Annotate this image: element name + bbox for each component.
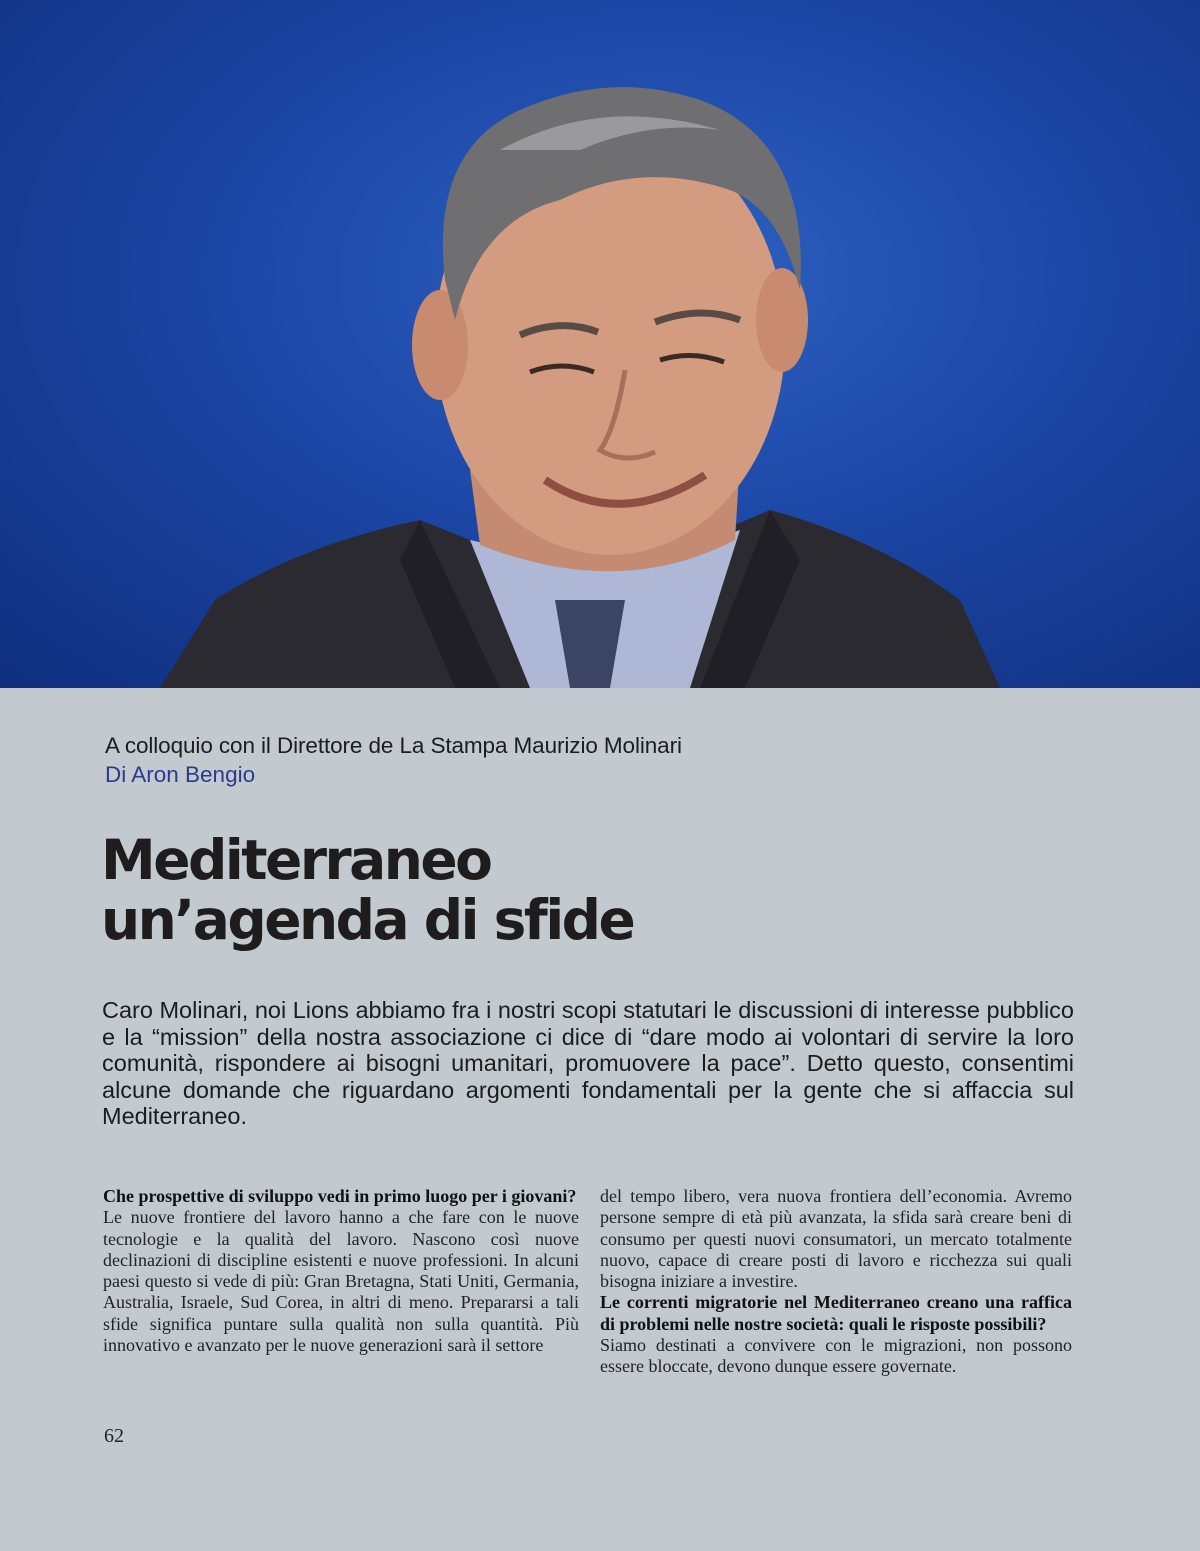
page-number: 62 xyxy=(104,1425,124,1447)
answer-1: Le nuove frontiere del lavoro hanno a che fare con le nuove tecnologie e la qualità del lavoro. Nascono così nuove declinazioni di discipline esistenti e nuove professioni. In alcuni paesi questo si vede di più: Gran Bretagna, Stati Uniti, Germania, Australia, Israele, Sud Corea, in altri di meno. Prepararsi a tali sfide significa puntare sulla qualità non sulla quantità. Più innovativo e avanzato per le nuove generazioni sarà il settore xyxy=(103,1207,579,1356)
article-byline: Di Aron Bengio xyxy=(105,762,256,787)
article-lead: Caro Molinari, noi Lions abbiamo fra i nostri scopi statutari le discussioni di interesse pubblico e la “mission” della nostra associazione ci dice di “dare modo ai volontari di servire la loro comunità, rispondere ai bisogni umanitari, promuovere la pace”. Detto questo, consentimi alcune domande che riguardano argomenti fondamentali per la gente che si affaccia sul Mediterraneo. xyxy=(102,997,1074,1129)
body-column-left xyxy=(103,1186,579,1356)
question-2: Le correnti migratorie nel Mediterraneo creano una raffica di problemi nelle nostre società: quali le risposte possibili? xyxy=(600,1292,1072,1334)
question-1: Che prospettive di sviluppo vedi in primo luogo per i giovani? xyxy=(103,1186,577,1206)
headline-line-2: un’agenda di sfide xyxy=(101,888,634,952)
portrait-illustration xyxy=(0,0,1200,688)
headline-line-1: Mediterraneo xyxy=(101,828,491,892)
article-headline xyxy=(101,830,633,950)
body-column-right xyxy=(600,1186,1072,1378)
answer-2: Siamo destinati a convivere con le migrazioni, non possono essere bloccate, devono dunque essere governate. xyxy=(600,1335,1072,1377)
portrait-photo xyxy=(0,0,1200,688)
answer-1-continued: del tempo libero, vera nuova frontiera dell’economia. Avremo persone sempre di età più avanzata, la sfida sarà creare beni di consumo per questi nuovi consumatori, un mercato totalmente nuovo, capace di creare posti di lavoro e ricchezza sui quali bisogna iniziare a investire. xyxy=(600,1186,1072,1292)
article-kicker: A colloquio con il Direttore de La Stampa Maurizio Molinari xyxy=(105,733,682,758)
